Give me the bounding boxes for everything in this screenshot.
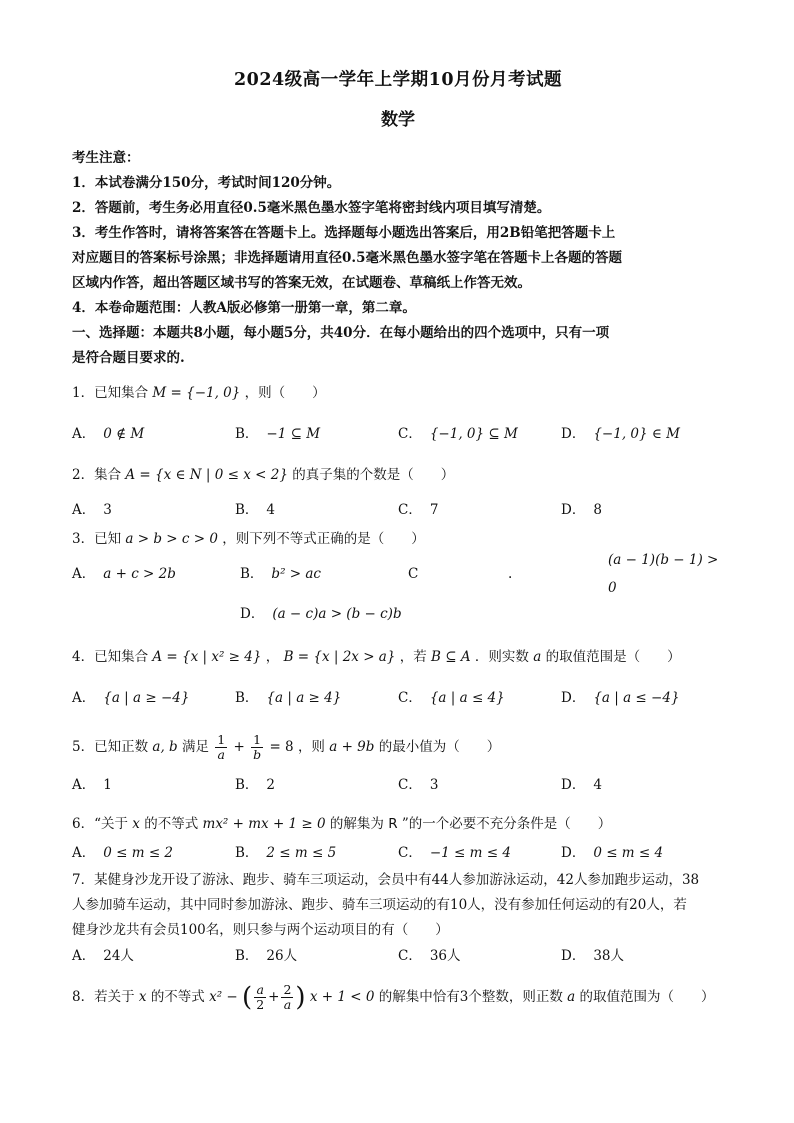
fraction-denominator: b (253, 747, 262, 762)
stem-text: 4．已知集合 (72, 649, 149, 665)
question-stem-line: 健身沙龙共有会员100名，则只参与两个运动项目的有（ ） (72, 922, 449, 938)
stem-text: 的不等式 (150, 989, 205, 1005)
stem-text: 的最小值为（ ） (378, 739, 501, 755)
question-6 (72, 810, 724, 866)
right-paren: ) (295, 982, 306, 1013)
option-text: 8 (593, 502, 602, 518)
option-text: {a | a ≤ 4} (429, 690, 505, 706)
option-text: (a − 1)(b − 1) > 0 (608, 552, 719, 596)
stem-text: 2．集合 (72, 467, 122, 483)
options-row (72, 601, 724, 627)
option-label: C． (398, 777, 422, 793)
option-a[interactable] (72, 496, 235, 524)
stem-text: 的取值范围是（ ） (545, 649, 681, 665)
stem-text: ，则 (297, 739, 325, 755)
option-label: B． (235, 426, 259, 442)
fraction-numerator: a (256, 982, 264, 997)
question-stem (72, 379, 724, 407)
options-row (72, 552, 724, 596)
fraction (215, 733, 227, 762)
stem-text: 的解集为 (329, 816, 384, 832)
question-8 (72, 983, 724, 1012)
option-text: {a | a ≥ −4} (103, 690, 190, 706)
option-text: b² > ac (271, 566, 321, 582)
stem-math: a + 9b (329, 739, 375, 755)
options-row (72, 497, 724, 523)
stem-math: B ⊆ A (431, 649, 471, 665)
options-row (72, 421, 724, 447)
fraction (254, 983, 266, 1012)
question-5 (72, 733, 724, 798)
option-c-expression (608, 546, 724, 602)
option-text: 38人 (593, 947, 625, 964)
option-label: A． (72, 690, 96, 706)
stem-text: 6．“关于 (72, 816, 128, 832)
stem-math: = 8 (269, 739, 294, 755)
option-label: A． (72, 777, 96, 793)
stem-math: B = {x | 2x > a} (283, 649, 396, 665)
option-c[interactable] (398, 771, 561, 799)
option-label: D． (561, 845, 586, 861)
stem-math: a (567, 989, 576, 1005)
option-label: C (408, 566, 419, 582)
fraction-denominator: 2 (256, 997, 265, 1012)
option-a[interactable] (72, 420, 235, 448)
option-label: C． (398, 845, 422, 861)
question-stem-line: 人参加骑车运动，其中同时参加游泳、跑步、骑车三项运动的有10人，没有参加任何运动的有20人，若 (72, 897, 687, 913)
option-label: C． (398, 426, 422, 442)
fraction-numerator: 1 (253, 732, 262, 747)
stem-text: 满足 (181, 739, 209, 755)
note-item: 2．答题前，考生务必用直径0.5毫米黑色墨水签字笔将密封线内项目填写清楚。 (72, 200, 551, 216)
option-label: C． (398, 502, 422, 518)
option-label: A． (72, 947, 96, 964)
stem-math: R (388, 816, 398, 832)
question-7 (72, 868, 724, 969)
option-a[interactable] (72, 771, 235, 799)
option-label: B． (235, 502, 259, 518)
option-d[interactable] (240, 600, 540, 628)
option-b[interactable] (240, 560, 408, 588)
question-2 (72, 461, 724, 523)
stem-text: ， (265, 649, 280, 665)
option-label: A． (72, 502, 96, 518)
option-text: (a − c)a > (b − c)b (272, 606, 402, 622)
option-label: D． (240, 606, 265, 622)
option-label: A． (72, 566, 96, 582)
exam-notes (72, 146, 724, 321)
option-c[interactable] (398, 420, 561, 448)
option-d[interactable] (561, 839, 724, 867)
stem-math: + (268, 989, 280, 1005)
option-b[interactable] (235, 771, 398, 799)
option-label: D． (561, 690, 586, 706)
option-a[interactable] (72, 839, 235, 867)
option-label: B． (235, 947, 259, 964)
note-item: 4．本卷命题范围：人教A版必修第一册第一章，第二章。 (72, 300, 416, 316)
option-d[interactable] (561, 420, 724, 448)
note-item: 区域内作答，超出答题区域书写的答案无效，在试题卷、草稿纸上作答无效。 (72, 275, 531, 291)
stem-math: mx² + mx + 1 ≥ 0 (202, 816, 326, 832)
option-c[interactable] (398, 944, 561, 969)
stem-text: 3．已知 (72, 531, 122, 547)
fraction-numerator: 2 (283, 982, 292, 997)
option-text: {−1, 0} ⊆ M (429, 426, 518, 442)
stem-math: + (233, 739, 245, 755)
stem-math: a (533, 649, 542, 665)
stem-text: ”的一个必要不充分条件是（ ） (401, 816, 612, 832)
stem-text: 1．已知集合 (72, 385, 149, 401)
option-text: {a | a ≤ −4} (593, 690, 680, 706)
question-stem-line: 7．某健身沙龙开设了游泳、跑步、骑车三项运动，会员中有44人参加游泳运动，42人参加跑步运动，38 (72, 872, 700, 888)
stem-text: 的不等式 (144, 816, 199, 832)
exam-subject: 数学 (381, 110, 415, 130)
option-d[interactable] (561, 684, 724, 712)
option-label: B． (235, 777, 259, 793)
option-b[interactable] (235, 944, 398, 969)
option-label: C． (398, 947, 422, 964)
option-text: 3 (429, 777, 439, 793)
note-item: 对应题目的答案标号涂黑；非选择题请用直径0.5毫米黑色墨水签字笔在答题卡上各题的答题 (72, 250, 622, 266)
note-item: 3．考生作答时，请将答案答在答题卡上。选择题每小题选出答案后，用2B铅笔把答题卡上 (72, 225, 616, 241)
fraction-denominator: a (283, 997, 292, 1012)
stem-text: ，则（ ） (244, 385, 326, 401)
question-stem (72, 461, 724, 489)
option-text: −1 ≤ m ≤ 4 (429, 845, 511, 861)
option-text: 1 (103, 777, 112, 793)
stem-text: ，则下列不等式正确的是（ ） (222, 531, 425, 547)
option-label: B． (235, 690, 259, 706)
note-item: 1．本试卷满分150分，考试时间120分钟。 (72, 175, 341, 191)
fraction-denominator: a (217, 747, 225, 762)
exam-page (72, 66, 724, 1012)
question-stem (72, 643, 724, 671)
option-a[interactable] (72, 560, 240, 588)
option-b[interactable] (235, 420, 398, 448)
notes-heading: 考生注意： (72, 150, 140, 166)
option-text: 0 ∉ M (103, 426, 145, 442)
question-3 (72, 525, 724, 627)
option-c[interactable] (398, 496, 561, 524)
stem-math: A = {x ∈ N | 0 ≤ x < 2} (125, 467, 288, 483)
stem-text: 的解集中恰有3个整数，则正数 (378, 989, 563, 1005)
question-stem (72, 810, 724, 838)
stem-math: a > b > c > 0 (125, 531, 218, 547)
option-label: C． (398, 690, 422, 706)
option-label: D． (561, 502, 586, 518)
exam-title: 2024级高一学年上学期10月份月考试题 (233, 70, 563, 90)
option-label: D． (561, 777, 586, 793)
option-c-dot (508, 560, 608, 588)
option-label: A． (72, 845, 96, 861)
option-label: B． (235, 845, 259, 861)
option-text: . (508, 566, 513, 582)
left-paren: ( (242, 982, 253, 1013)
option-b[interactable] (235, 496, 398, 524)
stem-math: x + 1 < 0 (309, 989, 375, 1005)
fraction (251, 733, 263, 762)
question-4 (72, 643, 724, 711)
option-text: {a | a ≥ 4} (266, 690, 342, 706)
stem-text: 的取值范围为（ ） (579, 989, 715, 1005)
options-row (72, 685, 724, 711)
option-text: 2 ≤ m ≤ 5 (266, 845, 337, 861)
question-stem (72, 733, 724, 762)
stem-text: ，若 (399, 649, 427, 665)
stem-math: M = {−1, 0} (152, 385, 241, 401)
option-text: {−1, 0} ∈ M (593, 426, 680, 442)
option-d[interactable] (561, 496, 724, 524)
stem-text: 的真子集的个数是（ ） (292, 467, 455, 483)
option-text: 0 ≤ m ≤ 2 (103, 845, 174, 861)
option-b[interactable] (235, 839, 398, 867)
option-text: 0 ≤ m ≤ 4 (593, 845, 664, 861)
option-label: D． (561, 947, 586, 964)
stem-text: 8．若关于 (72, 989, 135, 1005)
option-text: a + c > 2b (103, 566, 176, 582)
option-text: 2 (266, 777, 276, 793)
option-b[interactable] (235, 684, 398, 712)
option-text: 4 (266, 502, 276, 518)
option-text: −1 ⊆ M (266, 426, 321, 442)
option-c[interactable] (408, 560, 508, 588)
section-heading (72, 321, 724, 371)
option-text: 24人 (103, 947, 134, 964)
options-row (72, 840, 724, 866)
option-c[interactable] (398, 839, 561, 867)
option-d[interactable] (561, 944, 724, 969)
option-label: D． (561, 426, 586, 442)
stem-text: 5．已知正数 (72, 739, 149, 755)
options-row (72, 943, 724, 969)
stem-text: ．则实数 (474, 649, 529, 665)
fraction-numerator: 1 (217, 732, 226, 747)
option-text: 26人 (266, 947, 298, 964)
stem-math: a, b (152, 739, 178, 755)
fraction (281, 983, 293, 1012)
option-text: 3 (103, 502, 112, 518)
stem-math: x (138, 989, 147, 1005)
option-label: A． (72, 426, 96, 442)
question-stem (72, 983, 724, 1012)
option-text: 4 (593, 777, 602, 793)
stem-math: A = {x | x² ≥ 4} (152, 649, 262, 665)
option-label: B． (240, 566, 264, 582)
stem-math: x² − (209, 989, 238, 1005)
option-text: 7 (429, 502, 439, 518)
option-c[interactable] (398, 684, 561, 712)
options-row (72, 772, 724, 798)
stem-math: x (132, 816, 140, 832)
option-d[interactable] (561, 771, 724, 799)
option-a[interactable] (72, 684, 235, 712)
question-1 (72, 379, 724, 447)
option-text: 36人 (429, 947, 461, 964)
option-a[interactable] (72, 944, 235, 969)
section-line: 一、选择题：本题共8小题，每小题5分，共40分．在每小题给出的四个选项中，只有一项 (72, 325, 610, 341)
section-line: 是符合题目要求的. (72, 350, 185, 366)
